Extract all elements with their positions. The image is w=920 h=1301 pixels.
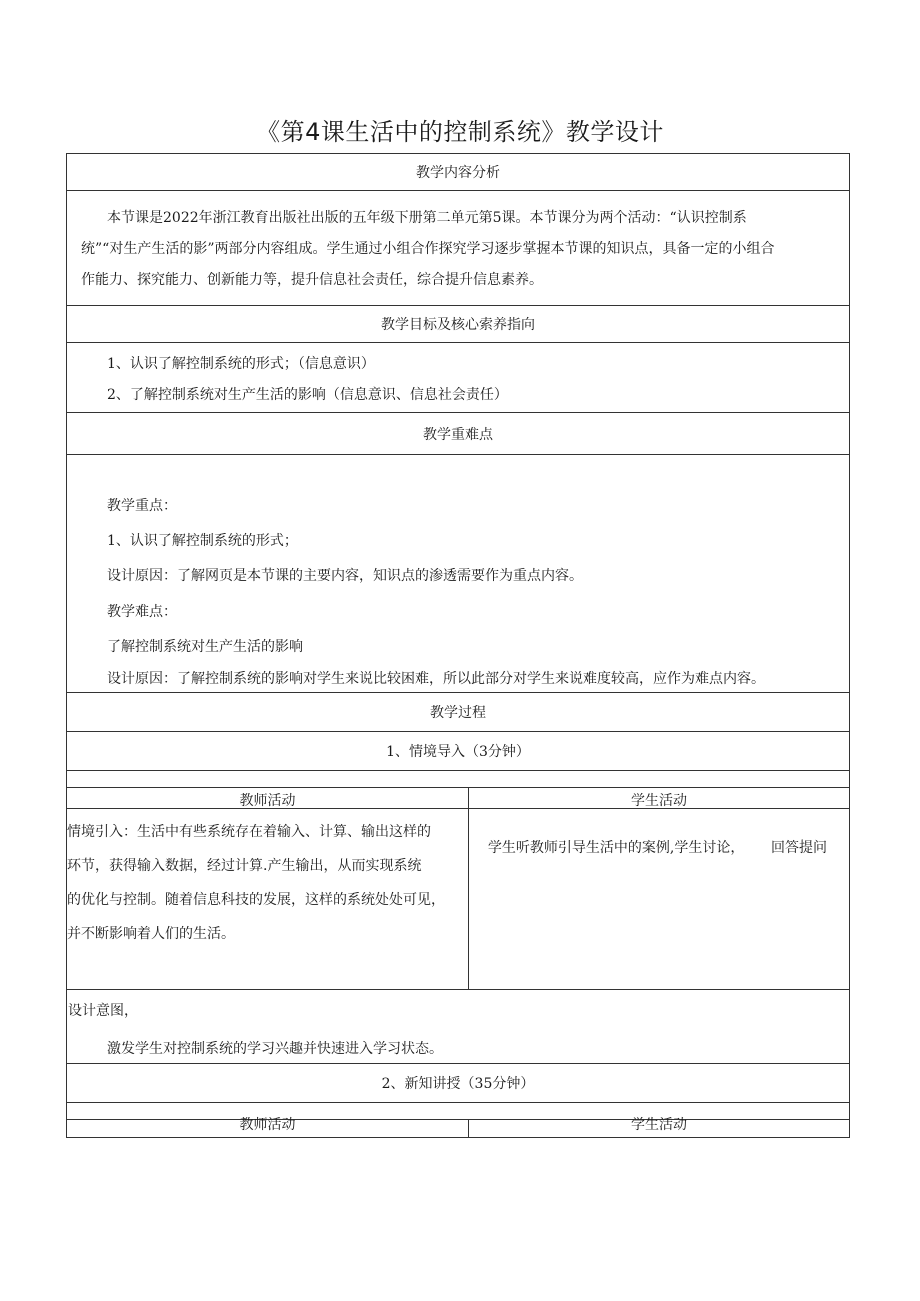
section2-title-label: 2、新知讲授（35分钟） bbox=[381, 1076, 535, 1092]
process-header bbox=[66, 692, 850, 732]
objectives-header-label: 教学目标及核心索养指向 bbox=[381, 317, 535, 333]
teacher-activity-line: 情境引入：生活中有些系统存在着输入、计算、输出这样的 bbox=[67, 824, 431, 840]
section1-teacher-body bbox=[66, 808, 469, 990]
content-analysis-line: 统”“对生产生活的影”两部分内容组成。学生通过小组合作探究学习逐步掌握本节课的知识点，具备一定的小组合 bbox=[81, 241, 775, 257]
key-points-header-label: 教学重难点 bbox=[423, 426, 493, 443]
content-analysis-line: 作能力、探究能力、创新能力等，提升信息社会责任，综合提升信息素养。 bbox=[81, 272, 543, 288]
content-analysis-header bbox=[66, 153, 850, 191]
teacher-activity-line: 的优化与控制。随着信息科技的发展，这样的系统处处可见， bbox=[67, 892, 445, 908]
content-analysis-line: 本节课是2022年浙江教育出版社出版的五年级下册第二单元第5课。本节课分为两个活动：“认识控制系 bbox=[107, 210, 747, 226]
student-activity-header: 学生活动 bbox=[631, 1117, 687, 1133]
objectives-header bbox=[66, 305, 850, 343]
design-intent-text: 激发学生对控制系统的学习兴趣并快速进入学习状态。 bbox=[107, 1041, 443, 1057]
objective-item: 2、了解控制系统对生产生活的影响（信息意识、信息社会责任） bbox=[107, 387, 508, 403]
section2-spacer bbox=[66, 1102, 850, 1120]
objectives-body bbox=[66, 342, 850, 413]
section1-student-header bbox=[468, 787, 850, 809]
key-point-heading: 教学重点： bbox=[107, 498, 177, 514]
design-intent-label: 设计意图， bbox=[68, 1003, 138, 1019]
key-points-header bbox=[66, 412, 850, 455]
teacher-activity-header: 教师活动 bbox=[239, 1117, 296, 1133]
section2-student-header bbox=[468, 1119, 850, 1138]
teacher-activity-line: 环节，获得输入数据，经过计算.产生输出，从而实现系统 bbox=[67, 858, 422, 874]
section2-title bbox=[66, 1063, 850, 1103]
section1-title bbox=[66, 731, 850, 771]
key-point-line: 1、认识了解控制系统的形式； bbox=[107, 533, 298, 549]
process-header-label: 教学过程 bbox=[430, 705, 486, 721]
objective-item: 1、认识了解控制系统的形式；（信息意识） bbox=[107, 356, 375, 372]
key-points-body bbox=[66, 454, 850, 693]
teacher-activity-header: 教师活动 bbox=[239, 793, 296, 809]
difficulty-reason: 设计原因：了解控制系统的影响对学生来说比较困难，所以此部分对学生来说难度较高，应作为难点内容。 bbox=[107, 671, 765, 687]
difficulty-heading: 教学难点： bbox=[107, 604, 177, 620]
section1-spacer bbox=[66, 770, 850, 788]
content-analysis-body bbox=[66, 190, 850, 306]
section1-title-label: 1、情境导入（3分钟） bbox=[386, 744, 530, 760]
section1-student-body bbox=[468, 808, 850, 990]
section1-teacher-header bbox=[66, 787, 469, 809]
student-activity-text: 学生听教师引导生活中的案例,学生讨论， 回答提问 bbox=[487, 840, 828, 856]
page-title: 《第4课生活中的控制系统》教学设计 bbox=[256, 118, 664, 146]
section1-design-intent bbox=[66, 989, 850, 1064]
section2-teacher-header bbox=[66, 1119, 469, 1138]
difficulty-line: 了解控制系统对生产生活的影响 bbox=[107, 639, 303, 655]
teacher-activity-line: 并不断影响着人们的生活。 bbox=[67, 926, 235, 942]
content-analysis-header-label: 教学内容分析 bbox=[416, 165, 500, 181]
key-point-reason: 设计原因：了解网页是本节课的主要内容，知识点的渗透需要作为重点内容。 bbox=[107, 568, 583, 584]
student-activity-header: 学生活动 bbox=[631, 793, 687, 809]
